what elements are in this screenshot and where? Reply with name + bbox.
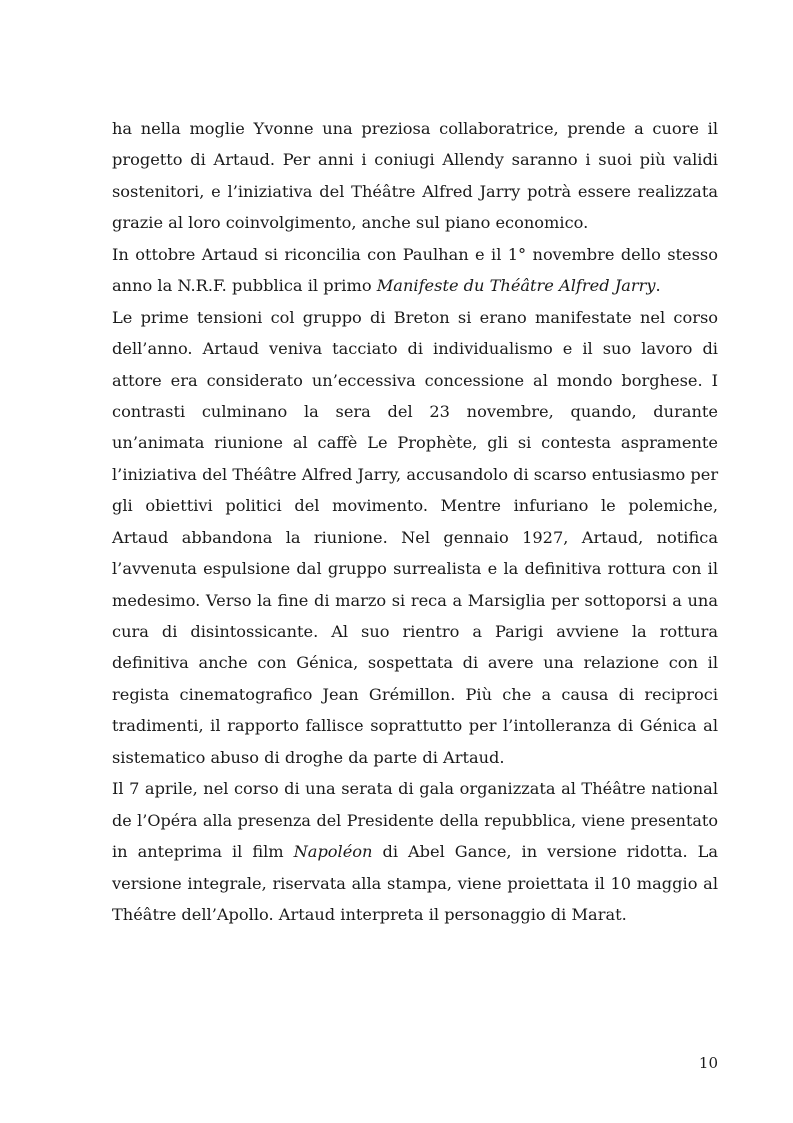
text-line: cura di disintossicante. Al suo rientro a Parigi avviene la rottura — [112, 622, 718, 641]
text-line: Artaud abbandona la riunione. Nel gennaio 1927, Artaud, notifica — [112, 527, 718, 547]
paragraph-paulhan — [112, 239, 718, 302]
text-line: grazie al loro coinvolgimento, anche sul piano economico. — [112, 213, 589, 233]
text-line: l’iniziativa del Théâtre Alfred Jarry, accusandolo di scarso entusiasmo per — [112, 464, 719, 484]
text-line-mixed — [112, 836, 718, 867]
text-run: in anteprima il film — [112, 842, 294, 862]
text-line: Théâtre dell’Apollo. Artaud interpreta il personaggio di Marat. — [112, 904, 627, 924]
text-line: definitiva anche con Génica, sospettata di avere una relazione con il — [112, 653, 718, 673]
text-line: sostenitori, e l’iniziativa del Théâtre Alfred Jarry potrà essere realizzata — [112, 181, 718, 201]
text-line: Il 7 aprile, nel corso di una serata di gala organizzata al Théâtre national — [112, 779, 718, 799]
text-line: gli obiettivi politici del movimento. Mentre infuriano le polemiche, — [112, 496, 718, 516]
text-line: un’animata riunione al caffè Le Prophète, gli si contesta aspramente — [112, 433, 718, 453]
text-run: di Abel Gance, in versione ridotta. La — [372, 842, 718, 862]
text-line: de l’Opéra alla presenza del Presidente della repubblica, viene presentato — [112, 810, 718, 830]
text-line: contrasti culminano la sera del 23 novembre, quando, durante — [112, 401, 718, 421]
text-line: medesimo. Verso la fine di marzo si reca a Marsiglia per sottoporsi a una — [112, 590, 718, 610]
text-line: regista cinematografico Jean Grémillon. Più che a causa di reciproci — [112, 684, 718, 704]
text-line: attore era considerato un’eccessiva concessione al mondo borghese. I — [112, 370, 718, 390]
italic-title-napoleon: Napoléon — [293, 842, 373, 862]
text-line: In ottobre Artaud si riconcilia con Paulhan e il 1° novembre dello stesso — [112, 244, 718, 264]
text-line: Le prime tensioni col gruppo di Breton si erano manifestate nel corso — [112, 307, 718, 327]
text-run: . — [655, 276, 661, 296]
text-line: dell’anno. Artaud veniva tacciato di individualismo e il suo lavoro di — [112, 339, 718, 359]
paragraph-allendy — [112, 113, 718, 239]
paragraph-breton — [112, 302, 718, 774]
text-line-mixed — [112, 270, 718, 301]
text-run: anno la N.R.F. pubblica il primo — [112, 276, 377, 296]
page-number: 10 — [698, 1054, 718, 1072]
page-body — [112, 113, 718, 930]
text-line: sistematico abuso di droghe da parte di Artaud. — [112, 747, 505, 767]
text-line: versione integrale, riservata alla stampa, viene proiettata il 10 maggio al — [112, 873, 718, 893]
text-line: tradimenti, il rapporto fallisce soprattutto per l’intolleranza di Génica al — [112, 716, 718, 736]
paragraph-napoleon — [112, 773, 718, 930]
italic-title-manifeste: Manifeste du Théâtre Alfred Jarry — [376, 276, 656, 296]
text-line: ha nella moglie Yvonne una preziosa collaboratrice, prende a cuore il — [112, 119, 718, 138]
text-line: progetto di Artaud. Per anni i coniugi Allendy saranno i suoi più validi — [112, 150, 718, 170]
text-line: l’avvenuta espulsione dal gruppo surrealista e la definitiva rottura con il — [112, 559, 718, 579]
